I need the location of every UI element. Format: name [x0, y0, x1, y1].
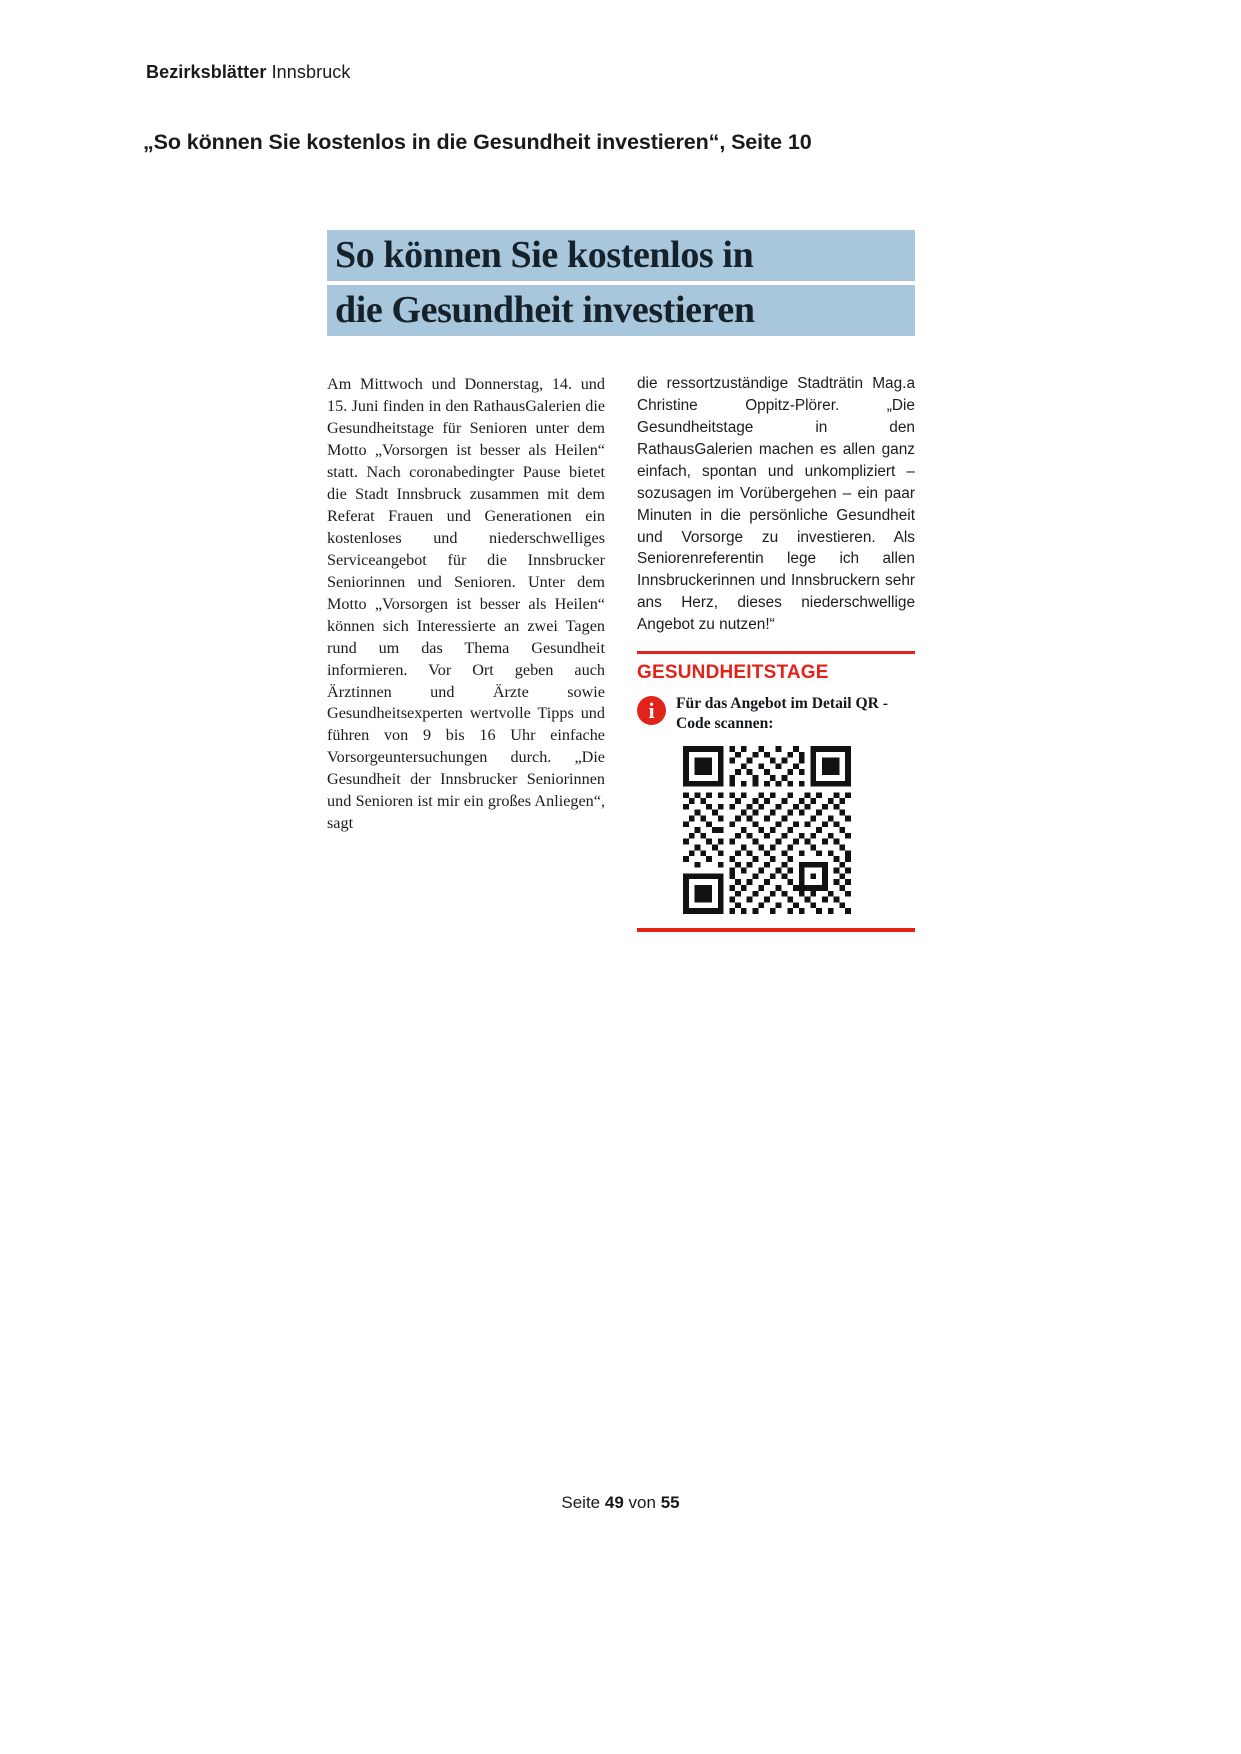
promo-text: Für das Angebot im Detail QR - Code scannen:	[676, 695, 888, 733]
promo-box	[637, 651, 915, 932]
footer-current-page: 49	[604, 1493, 624, 1512]
qr-code-wrapper	[683, 746, 915, 914]
footer-middle: von	[628, 1493, 656, 1512]
footer-total-pages: 55	[660, 1493, 680, 1512]
headline-line-2: die Gesundheit investieren	[327, 285, 915, 336]
qr-code-icon	[683, 746, 851, 914]
clipping-body-left: Am Mittwoch und Donnerstag, 14. und 15. Juni finden in den RathausGalerien die Gesundheitstage für Senioren unter dem Motto „Vorsorgen ist besser als Heilen“ statt. Nach coronabedingter Pause bietet die Stadt Innsbruck zusammen mit dem Referat Frauen und Generationen ein kostenloses und niederschwelliges Serviceangebot für die Innsbrucker Seniorinnen und Senioren. Unter dem Motto „Vorsorgen ist besser als Heilen“ können sich Interessierte an zwei Tagen rund um das Thema Gesundheit informieren. Vor Ort geben auch Ärztinnen und Ärzte sowie Gesundheitsexperten wertvolle Tipps und führen von 9 bis 16 Uhr einfache Vorsorgeuntersuchungen durch. „Die Gesundheit der Innsbrucker Seniorinnen und Senioren ist mir ein großes Anliegen“, sagt	[327, 375, 605, 833]
clipping-column-left	[327, 358, 605, 932]
clipping-headline	[327, 230, 915, 336]
promo-title: GESUNDHEITSTAGE	[637, 662, 829, 684]
publication-brand: Bezirksblätter	[146, 62, 267, 82]
page-footer	[0, 1493, 1241, 1513]
clipping-columns	[327, 358, 915, 932]
newspaper-clipping	[327, 230, 915, 932]
promo-row	[637, 694, 915, 734]
headline-line-1: So können Sie kostenlos in	[327, 230, 915, 281]
publication-edition: Innsbruck	[271, 62, 351, 82]
footer-prefix: Seite	[561, 1493, 601, 1512]
document-header	[146, 62, 351, 83]
page-title: „So können Sie kostenlos in die Gesundheit investieren“, Seite 10	[143, 130, 812, 154]
clipping-body-right: die ressortzuständige Stadträtin Mag.a Christine Oppitz-Plörer. „Die Gesundheitstage in den RathausGalerien machen es allen ganz einfach, spontan und unkompliziert – sozusagen im Vorübergehen – ein paar Minuten in die persönliche Gesundheit und Vorsorge zu investieren. Als Seniorenreferentin lege ich allen Innsbruckerinnen und Innsbruckern sehr ans Herz, dieses niederschwellige Angebot zu nutzen!“	[637, 375, 915, 634]
clipping-column-right	[637, 358, 915, 932]
info-icon: i	[637, 696, 666, 725]
